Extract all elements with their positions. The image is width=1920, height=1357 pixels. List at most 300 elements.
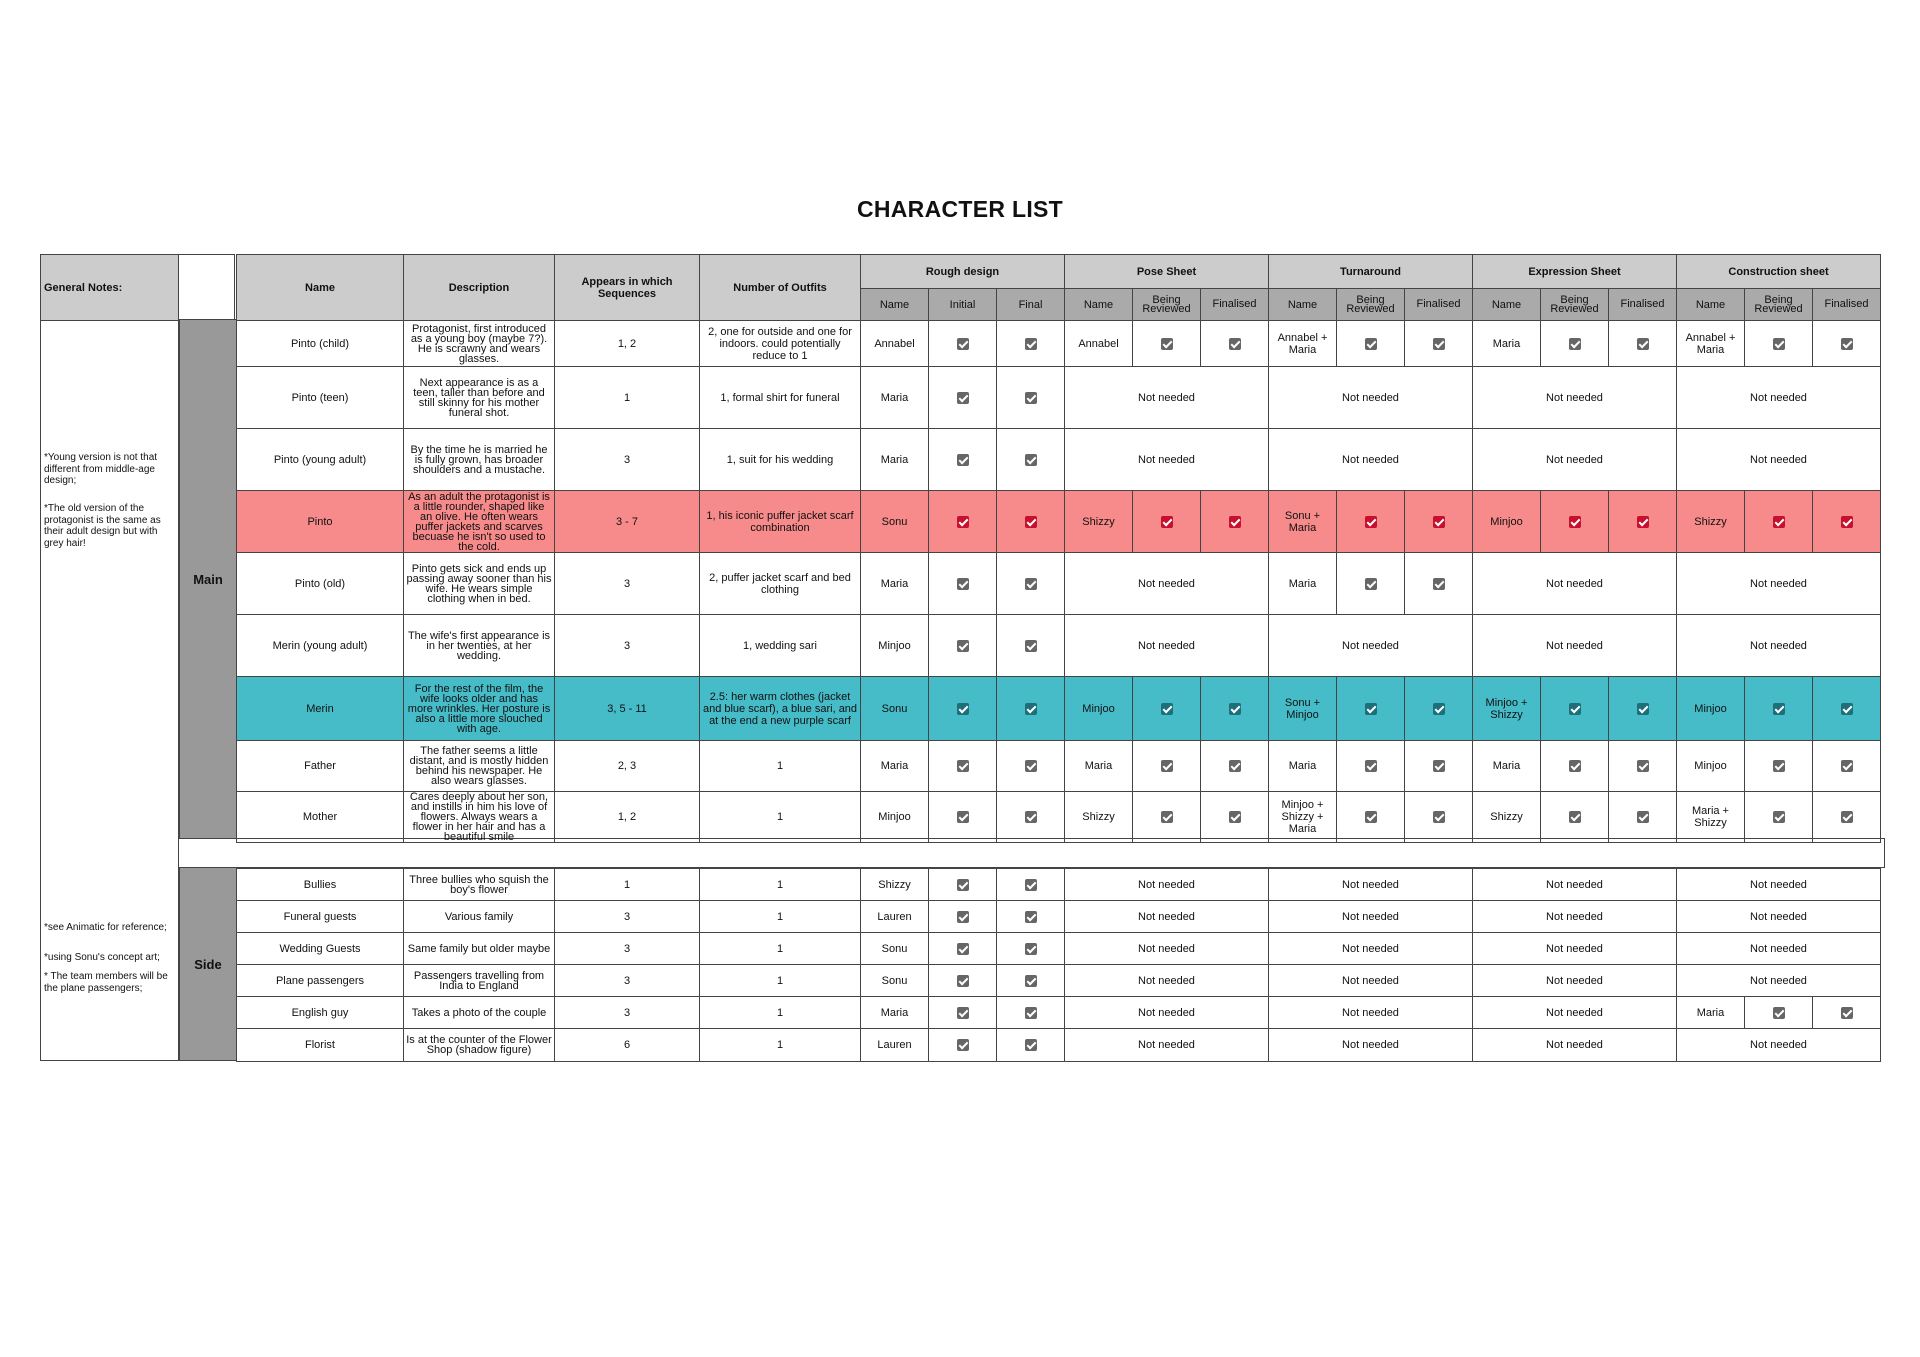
turn-reviewed-cell — [1337, 491, 1405, 553]
character-name: Pinto (old) — [237, 553, 404, 615]
cons-reviewed-checkbox[interactable] — [1773, 760, 1785, 772]
note-team: * The team members will be the plane passengers; — [44, 971, 168, 994]
turn-assignee: Minjoo + Shizzy + Maria — [1269, 792, 1337, 843]
rough-initial-cell — [929, 321, 997, 367]
character-name: Pinto (teen) — [237, 367, 404, 429]
turn-reviewed-cell — [1337, 741, 1405, 792]
rough-final-checkbox[interactable] — [1025, 760, 1037, 772]
subheader-expr-finalised: Finalised — [1609, 289, 1677, 321]
subheader-expr-name: Name — [1473, 289, 1541, 321]
rough-final-checkbox[interactable] — [1025, 975, 1037, 987]
character-name: Merin (young adult) — [237, 615, 404, 677]
pose-finalised-checkbox[interactable] — [1229, 811, 1241, 823]
cons-reviewed-cell — [1745, 997, 1813, 1029]
pose-reviewed-checkbox[interactable] — [1161, 338, 1173, 350]
character-sequences: 3 — [555, 901, 700, 933]
character-name: Pinto — [237, 491, 404, 553]
character-description: Three bullies who squish the boy's flower — [404, 869, 555, 901]
rough-final-cell — [997, 933, 1065, 965]
subheader-rough-initial: Initial — [929, 289, 997, 321]
character-outfits: 1 — [700, 901, 861, 933]
character-name: Wedding Guests — [237, 933, 404, 965]
rough-initial-cell — [929, 615, 997, 677]
pose-assignee: Shizzy — [1065, 792, 1133, 843]
rough-initial-checkbox[interactable] — [957, 943, 969, 955]
cons-assignee: Minjoo — [1677, 741, 1745, 792]
rough-initial-cell — [929, 901, 997, 933]
rough-assignee: Lauren — [861, 901, 929, 933]
pose-reviewed-checkbox[interactable] — [1161, 760, 1173, 772]
cons-reviewed-checkbox[interactable] — [1773, 1007, 1785, 1019]
cons-reviewed-cell — [1745, 491, 1813, 553]
character-outfits: 1 — [700, 965, 861, 997]
cons-reviewed-cell — [1745, 741, 1813, 792]
rough-assignee: Sonu — [861, 965, 929, 997]
rough-final-checkbox[interactable] — [1025, 1039, 1037, 1051]
character-sequences: 3 — [555, 615, 700, 677]
character-sequences: 3 — [555, 933, 700, 965]
character-sequences: 3, 5 - 11 — [555, 677, 700, 741]
table-row — [237, 741, 1881, 792]
cons-finalised-checkbox[interactable] — [1841, 703, 1853, 715]
rough-final-checkbox[interactable] — [1025, 911, 1037, 923]
rough-initial-checkbox[interactable] — [957, 454, 969, 466]
rough-initial-checkbox[interactable] — [957, 1007, 969, 1019]
character-sequences: 3 — [555, 997, 700, 1029]
table-row — [237, 901, 1881, 933]
rough-initial-cell — [929, 491, 997, 553]
rough-final-cell — [997, 677, 1065, 741]
pose-not-needed: Not needed — [1065, 997, 1269, 1029]
character-name: Funeral guests — [237, 901, 404, 933]
rough-final-cell — [997, 429, 1065, 491]
turn-not-needed: Not needed — [1269, 615, 1473, 677]
cons-reviewed-checkbox[interactable] — [1773, 811, 1785, 823]
turn-finalised-checkbox[interactable] — [1433, 703, 1445, 715]
turn-not-needed: Not needed — [1269, 901, 1473, 933]
expr-assignee: Shizzy — [1473, 792, 1541, 843]
character-description: The father seems a little distant, and is mostly hidden behind his newspaper. He also wears glasses. — [404, 741, 555, 792]
character-outfits: 1 — [700, 1029, 861, 1062]
pose-finalised-checkbox[interactable] — [1229, 703, 1241, 715]
rough-initial-checkbox[interactable] — [957, 516, 969, 528]
expr-finalised-checkbox[interactable] — [1637, 338, 1649, 350]
expr-reviewed-cell — [1541, 321, 1609, 367]
subheader-rough-name: Name — [861, 289, 929, 321]
rough-final-checkbox[interactable] — [1025, 392, 1037, 404]
turn-reviewed-checkbox[interactable] — [1365, 516, 1377, 528]
general-notes-header: General Notes: — [41, 255, 178, 321]
character-outfits: 2, one for outside and one for indoors. could potentially reduce to 1 — [700, 321, 861, 367]
expr-not-needed: Not needed — [1473, 869, 1677, 901]
pose-finalised-cell — [1201, 491, 1269, 553]
character-sequences: 3 — [555, 429, 700, 491]
pose-not-needed: Not needed — [1065, 901, 1269, 933]
header-turnaround: Turnaround — [1269, 255, 1473, 289]
pose-finalised-cell — [1201, 677, 1269, 741]
turn-finalised-checkbox[interactable] — [1433, 760, 1445, 772]
character-description: Takes a photo of the couple — [404, 997, 555, 1029]
turn-reviewed-checkbox[interactable] — [1365, 338, 1377, 350]
pose-not-needed: Not needed — [1065, 553, 1269, 615]
rough-initial-cell — [929, 553, 997, 615]
rough-final-checkbox[interactable] — [1025, 516, 1037, 528]
cons-assignee: Maria + Shizzy — [1677, 792, 1745, 843]
expr-finalised-checkbox[interactable] — [1637, 760, 1649, 772]
turn-assignee: Annabel + Maria — [1269, 321, 1337, 367]
expr-reviewed-checkbox[interactable] — [1569, 703, 1581, 715]
character-description: Protagonist, first introduced as a young boy (maybe 7?). He is scrawny and wears glasses. — [404, 321, 555, 367]
pose-finalised-cell — [1201, 321, 1269, 367]
side-character-table — [236, 868, 1881, 1062]
turn-not-needed: Not needed — [1269, 869, 1473, 901]
pose-reviewed-checkbox[interactable] — [1161, 703, 1173, 715]
cons-assignee: Shizzy — [1677, 491, 1745, 553]
expr-finalised-cell — [1609, 677, 1677, 741]
pose-assignee: Minjoo — [1065, 677, 1133, 741]
turn-not-needed: Not needed — [1269, 933, 1473, 965]
rough-initial-cell — [929, 429, 997, 491]
character-sequences: 3 — [555, 965, 700, 997]
character-name: Merin — [237, 677, 404, 741]
character-outfits: 2.5: her warm clothes (jacket and blue scarf), a blue sari, and at the end a new purple scarf — [700, 677, 861, 741]
rough-initial-cell — [929, 997, 997, 1029]
cons-finalised-checkbox[interactable] — [1841, 516, 1853, 528]
group-label-main: Main — [179, 319, 237, 839]
note-animatic: *see Animatic for reference; — [44, 922, 167, 933]
pose-finalised-checkbox[interactable] — [1229, 760, 1241, 772]
pose-not-needed: Not needed — [1065, 965, 1269, 997]
rough-initial-cell — [929, 933, 997, 965]
subheader-turn-name: Name — [1269, 289, 1337, 321]
rough-final-cell — [997, 869, 1065, 901]
expr-assignee: Maria — [1473, 741, 1541, 792]
turn-assignee: Sonu + Maria — [1269, 491, 1337, 553]
turn-finalised-cell — [1405, 741, 1473, 792]
cons-not-needed: Not needed — [1677, 869, 1881, 901]
pose-reviewed-cell — [1133, 792, 1201, 843]
table-row — [237, 491, 1881, 553]
expr-reviewed-cell — [1541, 792, 1609, 843]
turn-not-needed: Not needed — [1269, 429, 1473, 491]
turn-finalised-checkbox[interactable] — [1433, 516, 1445, 528]
rough-final-checkbox[interactable] — [1025, 703, 1037, 715]
character-name: Father — [237, 741, 404, 792]
main-character-table — [236, 254, 1881, 843]
rough-initial-cell — [929, 792, 997, 843]
character-description: By the time he is married he is fully grown, has broader shoulders and a mustache. — [404, 429, 555, 491]
rough-assignee: Maria — [861, 367, 929, 429]
turn-finalised-cell — [1405, 491, 1473, 553]
rough-assignee: Maria — [861, 429, 929, 491]
table-row — [237, 615, 1881, 677]
table-row — [237, 367, 1881, 429]
character-name: English guy — [237, 997, 404, 1029]
expr-reviewed-checkbox[interactable] — [1569, 516, 1581, 528]
expr-assignee: Maria — [1473, 321, 1541, 367]
subheader-cons-reviewed: Being Reviewed — [1745, 289, 1813, 321]
turn-not-needed: Not needed — [1269, 965, 1473, 997]
rough-initial-checkbox[interactable] — [957, 879, 969, 891]
rough-initial-checkbox[interactable] — [957, 811, 969, 823]
turn-reviewed-cell — [1337, 792, 1405, 843]
turn-not-needed: Not needed — [1269, 1029, 1473, 1062]
cons-reviewed-checkbox[interactable] — [1773, 338, 1785, 350]
header-rough-design: Rough design — [861, 255, 1065, 289]
pose-assignee: Annabel — [1065, 321, 1133, 367]
character-description: Same family but older maybe — [404, 933, 555, 965]
pose-not-needed: Not needed — [1065, 869, 1269, 901]
table-row — [237, 933, 1881, 965]
subheader-cons-finalised: Finalised — [1813, 289, 1881, 321]
rough-final-checkbox[interactable] — [1025, 454, 1037, 466]
subheader-pose-reviewed: Being Reviewed — [1133, 289, 1201, 321]
pose-finalised-checkbox[interactable] — [1229, 516, 1241, 528]
pose-reviewed-cell — [1133, 491, 1201, 553]
expr-reviewed-checkbox[interactable] — [1569, 338, 1581, 350]
turn-reviewed-cell — [1337, 321, 1405, 367]
cons-reviewed-cell — [1745, 321, 1813, 367]
character-outfits: 1 — [700, 869, 861, 901]
character-outfits: 1, wedding sari — [700, 615, 861, 677]
rough-initial-checkbox[interactable] — [957, 911, 969, 923]
rough-assignee: Minjoo — [861, 792, 929, 843]
subheader-cons-name: Name — [1677, 289, 1745, 321]
rough-initial-checkbox[interactable] — [957, 760, 969, 772]
rough-initial-cell — [929, 677, 997, 741]
rough-final-cell — [997, 965, 1065, 997]
table-row — [237, 321, 1881, 367]
expr-assignee: Minjoo — [1473, 491, 1541, 553]
turn-assignee: Sonu + Minjoo — [1269, 677, 1337, 741]
expr-not-needed: Not needed — [1473, 615, 1677, 677]
expr-not-needed: Not needed — [1473, 367, 1677, 429]
pose-assignee: Shizzy — [1065, 491, 1133, 553]
expr-reviewed-checkbox[interactable] — [1569, 811, 1581, 823]
pose-not-needed: Not needed — [1065, 615, 1269, 677]
rough-initial-cell — [929, 965, 997, 997]
expr-finalised-cell — [1609, 321, 1677, 367]
pose-assignee: Maria — [1065, 741, 1133, 792]
rough-final-checkbox[interactable] — [1025, 1007, 1037, 1019]
turn-finalised-checkbox[interactable] — [1433, 338, 1445, 350]
cons-assignee: Minjoo — [1677, 677, 1745, 741]
rough-final-cell — [997, 792, 1065, 843]
cons-finalised-cell — [1813, 321, 1881, 367]
character-outfits: 1 — [700, 997, 861, 1029]
header-name: Name — [237, 255, 404, 321]
table-row — [237, 997, 1881, 1029]
cons-finalised-cell — [1813, 491, 1881, 553]
turn-reviewed-checkbox[interactable] — [1365, 760, 1377, 772]
turn-reviewed-checkbox[interactable] — [1365, 578, 1377, 590]
cons-finalised-checkbox[interactable] — [1841, 338, 1853, 350]
pose-finalised-checkbox[interactable] — [1229, 338, 1241, 350]
subheader-pose-name: Name — [1065, 289, 1133, 321]
rough-final-checkbox[interactable] — [1025, 943, 1037, 955]
character-name: Plane passengers — [237, 965, 404, 997]
expr-finalised-checkbox[interactable] — [1637, 516, 1649, 528]
header-description: Description — [404, 255, 555, 321]
rough-final-checkbox[interactable] — [1025, 879, 1037, 891]
table-row — [237, 792, 1881, 843]
expr-not-needed: Not needed — [1473, 965, 1677, 997]
rough-final-checkbox[interactable] — [1025, 578, 1037, 590]
pose-finalised-cell — [1201, 792, 1269, 843]
character-name: Pinto (child) — [237, 321, 404, 367]
expr-not-needed: Not needed — [1473, 429, 1677, 491]
expr-finalised-checkbox[interactable] — [1637, 811, 1649, 823]
rough-final-checkbox[interactable] — [1025, 640, 1037, 652]
header-sequences: Appears in which Sequences — [555, 255, 700, 321]
character-sequences: 1 — [555, 869, 700, 901]
header-pose-sheet: Pose Sheet — [1065, 255, 1269, 289]
rough-initial-checkbox[interactable] — [957, 975, 969, 987]
rough-initial-checkbox[interactable] — [957, 338, 969, 350]
cons-reviewed-checkbox[interactable] — [1773, 516, 1785, 528]
turn-reviewed-checkbox[interactable] — [1365, 811, 1377, 823]
rough-assignee: Maria — [861, 741, 929, 792]
rough-assignee: Sonu — [861, 491, 929, 553]
table-row — [237, 965, 1881, 997]
character-description: Next appearance is as a teen, taller than before and still skinny for his mother funeral shot. — [404, 367, 555, 429]
turn-assignee: Maria — [1269, 553, 1337, 615]
character-outfits: 1, formal shirt for funeral — [700, 367, 861, 429]
note-concept: *using Sonu's concept art; — [44, 952, 160, 963]
rough-assignee: Lauren — [861, 1029, 929, 1062]
rough-initial-checkbox[interactable] — [957, 1039, 969, 1051]
rough-final-checkbox[interactable] — [1025, 338, 1037, 350]
subheader-rough-final: Final — [997, 289, 1065, 321]
expr-assignee: Minjoo + Shizzy — [1473, 677, 1541, 741]
rough-initial-checkbox[interactable] — [957, 703, 969, 715]
rough-assignee: Annabel — [861, 321, 929, 367]
character-description: Pinto gets sick and ends up passing away sooner than his wife. He wears simple clothing when in bed. — [404, 553, 555, 615]
expr-finalised-cell — [1609, 741, 1677, 792]
rough-final-checkbox[interactable] — [1025, 811, 1037, 823]
turn-finalised-cell — [1405, 553, 1473, 615]
group-label-side: Side — [179, 867, 237, 1061]
subheader-pose-finalised: Finalised — [1201, 289, 1269, 321]
turn-finalised-cell — [1405, 321, 1473, 367]
table-row — [237, 553, 1881, 615]
turn-finalised-checkbox[interactable] — [1433, 811, 1445, 823]
character-sequences: 1, 2 — [555, 321, 700, 367]
character-description: Cares deeply about her son, and instills in him his love of flowers. Always wears a flower in her hair and has a beautiful smile — [404, 792, 555, 843]
expr-reviewed-checkbox[interactable] — [1569, 760, 1581, 772]
rough-assignee: Sonu — [861, 677, 929, 741]
rough-assignee: Minjoo — [861, 615, 929, 677]
pose-reviewed-cell — [1133, 677, 1201, 741]
expr-not-needed: Not needed — [1473, 997, 1677, 1029]
rough-final-cell — [997, 901, 1065, 933]
turn-reviewed-checkbox[interactable] — [1365, 703, 1377, 715]
pose-finalised-cell — [1201, 741, 1269, 792]
character-sequences: 3 - 7 — [555, 491, 700, 553]
cons-not-needed: Not needed — [1677, 965, 1881, 997]
cons-finalised-cell — [1813, 997, 1881, 1029]
rough-assignee: Maria — [861, 553, 929, 615]
subheader-turn-finalised: Finalised — [1405, 289, 1473, 321]
rough-final-cell — [997, 367, 1065, 429]
cons-finalised-checkbox[interactable] — [1841, 760, 1853, 772]
pose-reviewed-checkbox[interactable] — [1161, 516, 1173, 528]
expr-finalised-checkbox[interactable] — [1637, 703, 1649, 715]
rough-assignee: Sonu — [861, 933, 929, 965]
character-description: The wife's first appearance is in her twenties, at her wedding. — [404, 615, 555, 677]
table-row — [237, 1029, 1881, 1062]
note-old: *The old version of the protagonist is the same as their adult design but with grey hair! — [44, 503, 161, 549]
page-title: CHARACTER LIST — [856, 196, 1064, 222]
rough-assignee: Shizzy — [861, 869, 929, 901]
character-sequences: 1 — [555, 367, 700, 429]
cons-reviewed-checkbox[interactable] — [1773, 703, 1785, 715]
cons-not-needed: Not needed — [1677, 1029, 1881, 1062]
turn-reviewed-cell — [1337, 553, 1405, 615]
character-outfits: 2, puffer jacket scarf and bed clothing — [700, 553, 861, 615]
pose-not-needed: Not needed — [1065, 933, 1269, 965]
cons-not-needed: Not needed — [1677, 615, 1881, 677]
rough-final-cell — [997, 1029, 1065, 1062]
table-row — [237, 869, 1881, 901]
cons-not-needed: Not needed — [1677, 933, 1881, 965]
rough-initial-checkbox[interactable] — [957, 392, 969, 404]
rough-initial-cell — [929, 367, 997, 429]
pose-not-needed: Not needed — [1065, 429, 1269, 491]
turn-finalised-checkbox[interactable] — [1433, 578, 1445, 590]
turn-not-needed: Not needed — [1269, 997, 1473, 1029]
character-name: Pinto (young adult) — [237, 429, 404, 491]
turn-reviewed-cell — [1337, 677, 1405, 741]
note-young: *Young version is not that different from middle-age design; — [44, 452, 158, 486]
character-description: Various family — [404, 901, 555, 933]
character-name: Florist — [237, 1029, 404, 1062]
turn-not-needed: Not needed — [1269, 367, 1473, 429]
header-expression-sheet: Expression Sheet — [1473, 255, 1677, 289]
table-row — [237, 677, 1881, 741]
rough-final-cell — [997, 553, 1065, 615]
character-sequences: 3 — [555, 553, 700, 615]
rough-initial-checkbox[interactable] — [957, 640, 969, 652]
pose-not-needed: Not needed — [1065, 1029, 1269, 1062]
cons-finalised-checkbox[interactable] — [1841, 1007, 1853, 1019]
pose-reviewed-checkbox[interactable] — [1161, 811, 1173, 823]
rough-initial-checkbox[interactable] — [957, 578, 969, 590]
expr-not-needed: Not needed — [1473, 933, 1677, 965]
expr-reviewed-cell — [1541, 491, 1609, 553]
rough-initial-cell — [929, 741, 997, 792]
cons-finalised-cell — [1813, 741, 1881, 792]
expr-reviewed-cell — [1541, 741, 1609, 792]
character-outfits: 1, his iconic puffer jacket scarf combination — [700, 491, 861, 553]
character-sequences: 1, 2 — [555, 792, 700, 843]
pose-reviewed-cell — [1133, 321, 1201, 367]
character-outfits: 1 — [700, 792, 861, 843]
expr-not-needed: Not needed — [1473, 1029, 1677, 1062]
character-outfits: 1 — [700, 741, 861, 792]
cons-not-needed: Not needed — [1677, 367, 1881, 429]
rough-final-cell — [997, 321, 1065, 367]
turn-finalised-cell — [1405, 677, 1473, 741]
rough-initial-cell — [929, 1029, 997, 1062]
character-description: For the rest of the film, the wife looks older and has more wrinkles. Her posture is also a little more slouched with age. — [404, 677, 555, 741]
character-description: As an adult the protagonist is a little rounder, shaped like an olive. He often wears puffer jackets and scarves becuase he isn't so used to the cold. — [404, 491, 555, 553]
cons-finalised-checkbox[interactable] — [1841, 811, 1853, 823]
cons-assignee: Maria — [1677, 997, 1745, 1029]
character-description: Passengers travelling from India to England — [404, 965, 555, 997]
cons-not-needed: Not needed — [1677, 429, 1881, 491]
character-outfits: 1 — [700, 933, 861, 965]
